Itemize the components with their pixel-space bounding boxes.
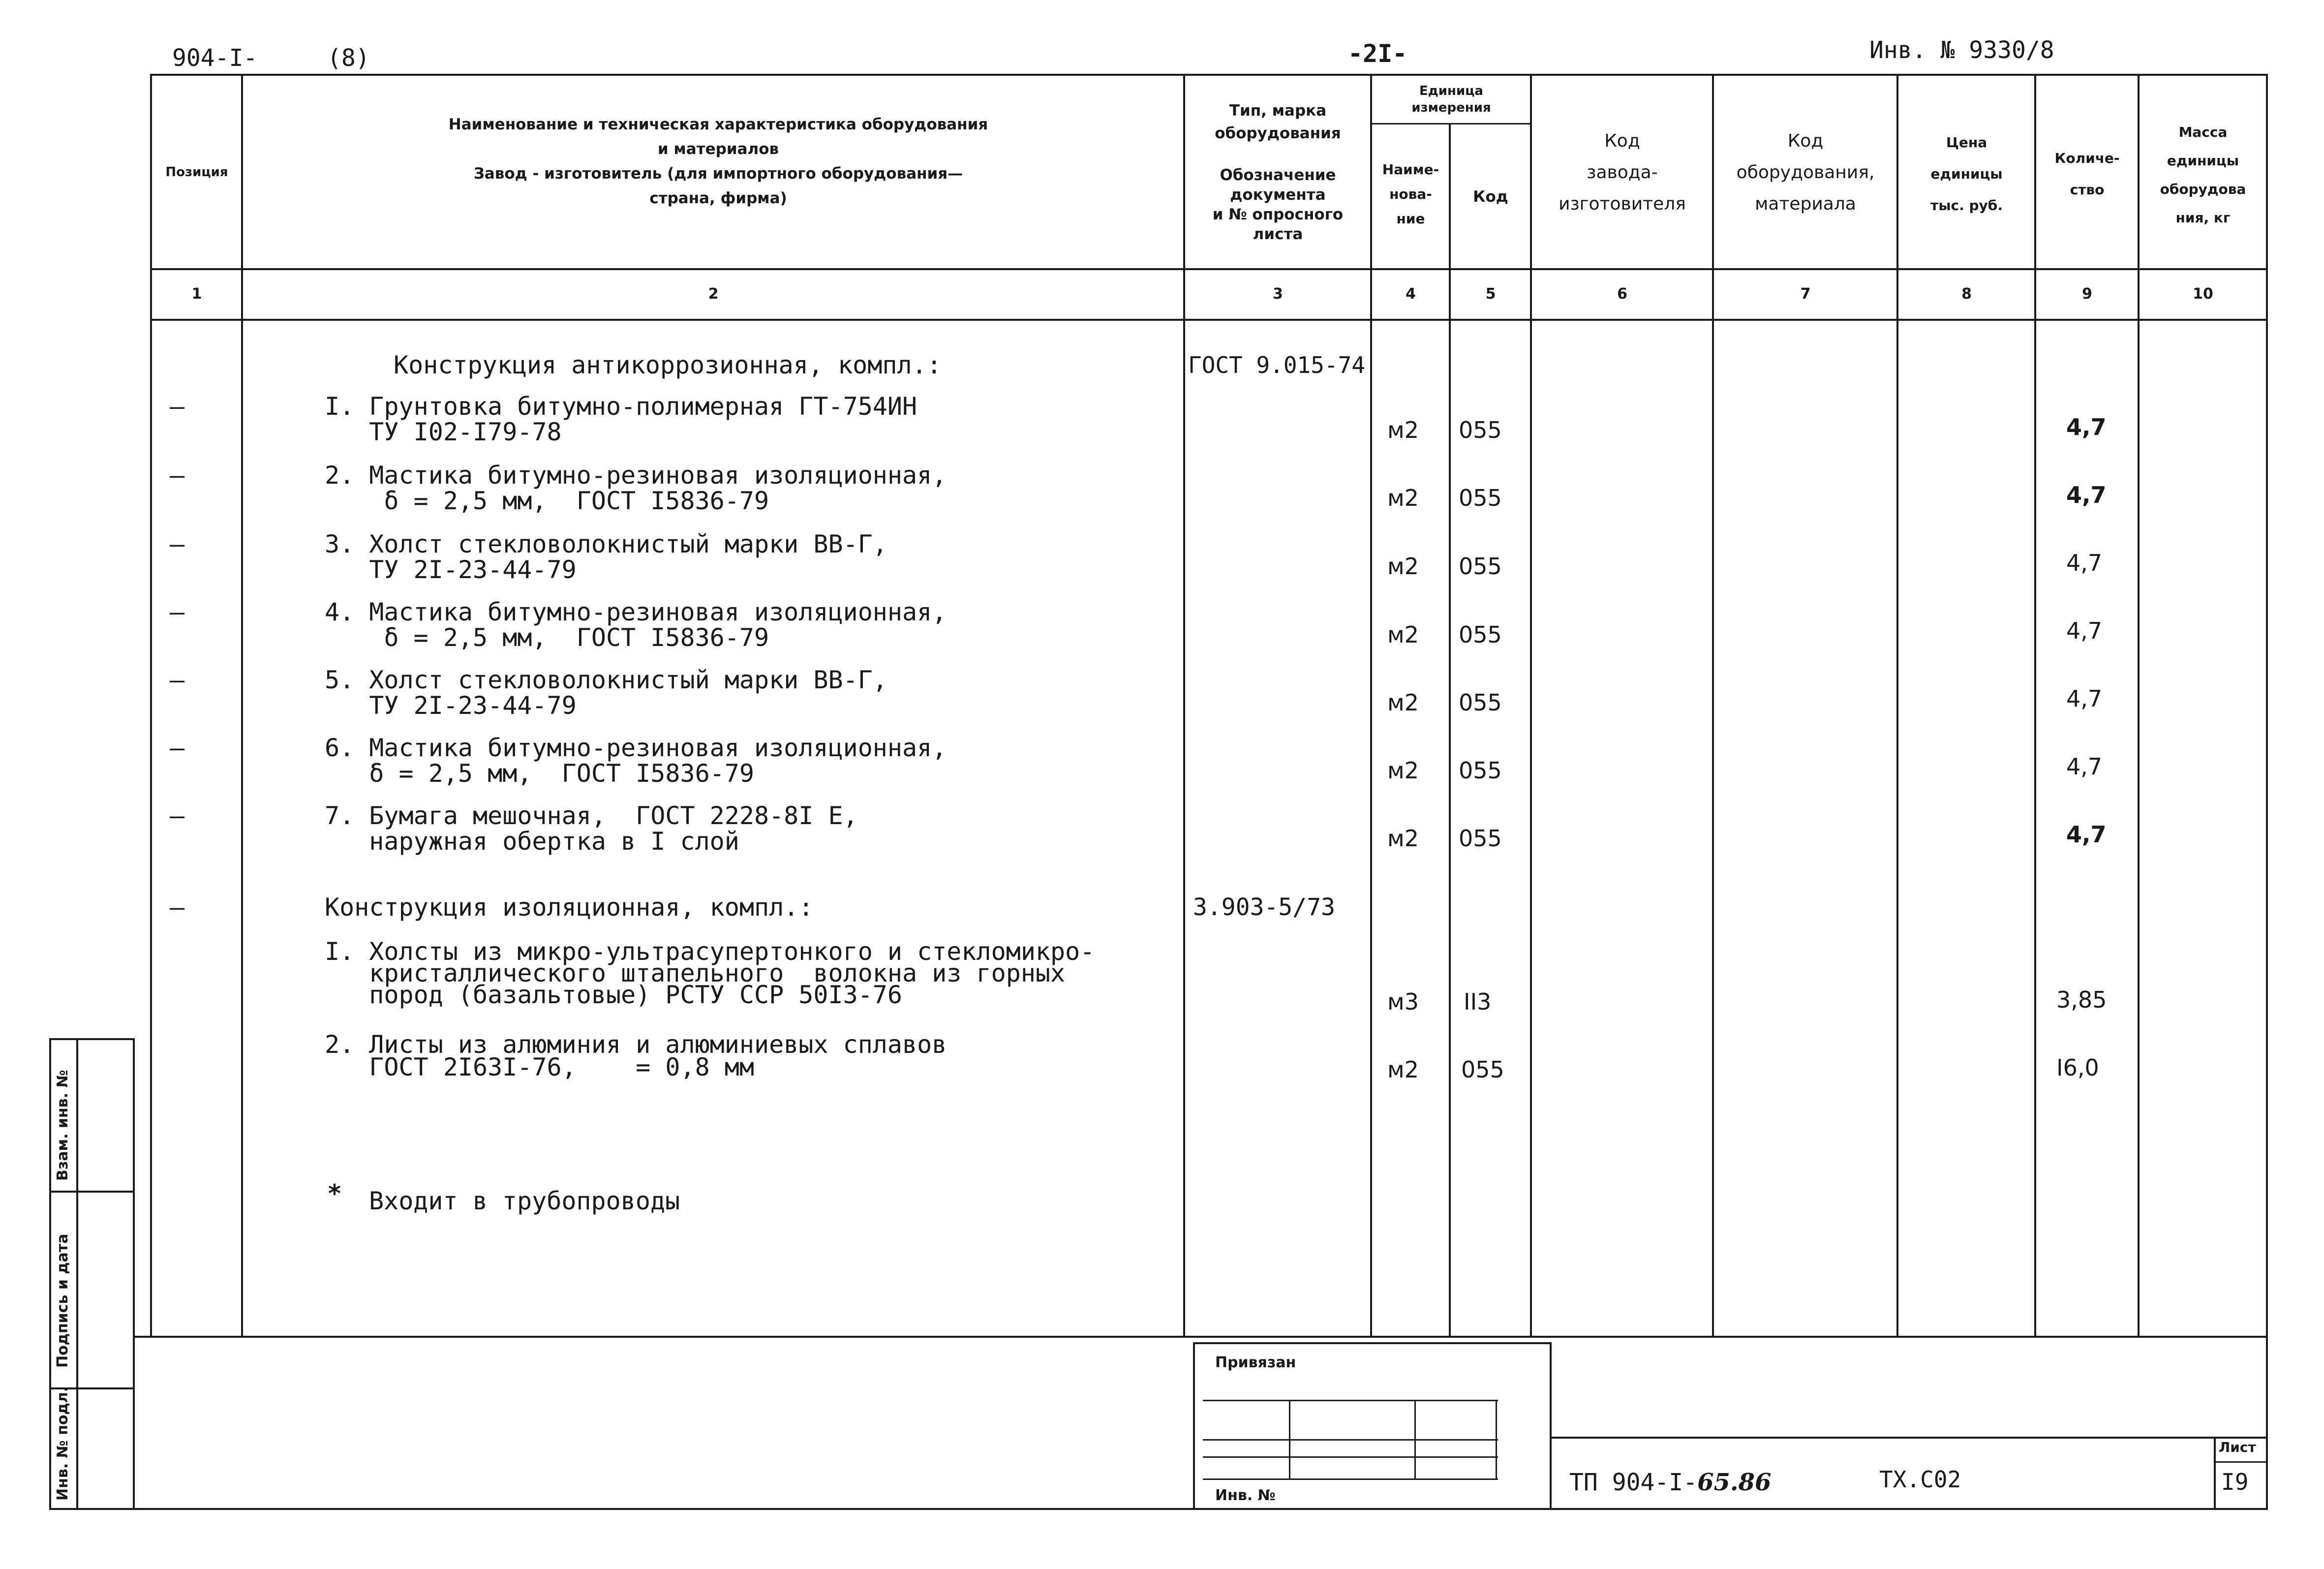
row-7-qty: 4,7 bbox=[2066, 821, 2107, 848]
row-1-unit: м2 bbox=[1387, 417, 1419, 443]
edition-mark: (8) bbox=[327, 44, 370, 72]
row-3-pos: – bbox=[170, 530, 185, 558]
row-0-name: Конструкция антикоррозионная, компл.: bbox=[394, 351, 942, 379]
row-5-unit: м2 bbox=[1387, 689, 1419, 716]
header-unit-name: Наиме- нова- ние bbox=[1382, 161, 1439, 227]
row-4-pos: – bbox=[170, 598, 185, 626]
stamp-doc-designation bbox=[1569, 1469, 1771, 1496]
doc-code: 904-I- bbox=[172, 44, 258, 72]
header-unit-group: Единица измерения bbox=[1411, 84, 1491, 115]
row-9-code: II3 bbox=[1464, 988, 1492, 1015]
stamp-grid-v3 bbox=[1496, 1400, 1497, 1478]
row-5-pos: – bbox=[170, 666, 185, 694]
stamp-right bbox=[1550, 1342, 1552, 1508]
row-4-unit: м2 bbox=[1387, 621, 1419, 648]
row-3-name: 3. Холст стекловолокнистый марки ВВ-Г, ТУ 2I-23-44-79 bbox=[325, 530, 887, 584]
body-bottom bbox=[133, 1336, 2268, 1338]
row-6-pos: – bbox=[170, 734, 185, 762]
row-1-name: I. Грунтовка битумно-полимерная ГТ-754ИН ТУ I02-I79-78 bbox=[325, 392, 917, 446]
row-2-name: 2. Мастика битумно-резиновая изоляционная, δ = 2,5 мм, ГОСТ I5836-79 bbox=[325, 461, 947, 515]
stamp-inv-no: Инв. № bbox=[1215, 1487, 1276, 1504]
row-2-code: 055 bbox=[1459, 485, 1502, 511]
stamp-grid-h1 bbox=[1203, 1400, 1498, 1401]
row-7-code: 055 bbox=[1459, 825, 1502, 852]
stamp-sheet-number: I9 bbox=[2221, 1469, 2249, 1495]
stamp-privyazan: Привязан bbox=[1215, 1354, 1296, 1371]
col-sep-5 bbox=[1530, 74, 1532, 1336]
stamp-grid-h2 bbox=[1203, 1439, 1498, 1441]
colnum-9: 9 bbox=[2082, 285, 2092, 303]
row-8-doc: 3.903-5/73 bbox=[1193, 893, 1335, 921]
row-1-code: 055 bbox=[1459, 417, 1502, 443]
colnum-1: 1 bbox=[191, 285, 202, 303]
header-unit-mass: Масса единицы оборудова ния, кг bbox=[2160, 124, 2246, 226]
stamp-grid-v1 bbox=[1289, 1400, 1290, 1478]
header-position: Позиция bbox=[165, 165, 228, 180]
row-0-doc: ГОСТ 9.015-74 bbox=[1188, 352, 1366, 378]
col-sep-6 bbox=[1712, 74, 1714, 1336]
side-strip-right bbox=[133, 1038, 135, 1508]
row-9-unit: м3 bbox=[1387, 988, 1419, 1015]
row-3-qty: 4,7 bbox=[2066, 550, 2103, 576]
side-label-inv-orig: Инв. № подл. bbox=[54, 1386, 71, 1501]
row-9-name: I. Холсты из микро-ультрасупертонкого и стекломикро- кристаллического штапельного волокна из горных пород (базальтовые) РСТУ ССР 50I3-76 bbox=[325, 937, 1095, 1009]
unit-group-divider bbox=[1370, 123, 1530, 124]
row-2-pos: – bbox=[170, 461, 185, 490]
row-6-code: 055 bbox=[1459, 757, 1502, 784]
row-7-pos: – bbox=[170, 801, 185, 830]
header-divider bbox=[150, 268, 2268, 270]
row-3-code: 055 bbox=[1459, 553, 1502, 580]
stamp-main-divider bbox=[1550, 1437, 2268, 1439]
colnum-5: 5 bbox=[1485, 285, 1496, 303]
stamp-grid-h4 bbox=[1203, 1478, 1498, 1480]
row-3-unit: м2 bbox=[1387, 553, 1419, 580]
row-10-qty: I6,0 bbox=[2056, 1054, 2099, 1081]
row-10-unit: м2 bbox=[1387, 1056, 1419, 1083]
colnum-2: 2 bbox=[708, 285, 719, 303]
stamp-left bbox=[1193, 1342, 1195, 1508]
row-10-name: 2. Листы из алюминия и алюминиевых сплавов ГОСТ 2I63I-76, = 0,8 мм bbox=[325, 1030, 947, 1081]
row-2-unit: м2 bbox=[1387, 485, 1419, 511]
footnote-text: Входит в трубопроводы bbox=[369, 1187, 680, 1215]
row-9-qty: 3,85 bbox=[2056, 986, 2107, 1013]
stamp-sheet-label: Лист bbox=[2219, 1439, 2256, 1455]
inventory-number: Инв. № 9330/8 bbox=[1869, 36, 2054, 64]
colnum-6: 6 bbox=[1617, 285, 1627, 303]
footnote-mark: * bbox=[327, 1179, 342, 1208]
side-strip-div1 bbox=[49, 1191, 133, 1193]
colnum-8: 8 bbox=[1961, 285, 1972, 303]
row-5-code: 055 bbox=[1459, 689, 1502, 716]
col-sep-9 bbox=[2138, 74, 2140, 1336]
stamp-sheet-divider bbox=[2214, 1461, 2266, 1463]
row-6-unit: м2 bbox=[1387, 757, 1419, 784]
header-equipment-code: Код оборудования, материала bbox=[1736, 131, 1875, 214]
header-doc: Обозначение документа и № опросного листа bbox=[1212, 166, 1344, 243]
col-sep-3 bbox=[1370, 74, 1372, 1336]
side-strip-mid bbox=[76, 1038, 78, 1508]
row-5-name: 5. Холст стекловолокнистый марки ВВ-Г, ТУ 2I-23-44-79 bbox=[325, 666, 887, 720]
header-unit-code: Код bbox=[1473, 188, 1508, 206]
row-7-name: 7. Бумага мешочная, ГОСТ 2228-8I Е, наружная обертка в I слой bbox=[325, 801, 858, 856]
colnum-3: 3 bbox=[1273, 285, 1283, 303]
header-quantity: Количе- ство bbox=[2054, 150, 2120, 198]
stamp-doc-type: ТХ.С02 bbox=[1879, 1466, 1961, 1493]
row-7-unit: м2 bbox=[1387, 825, 1419, 852]
header-unit-price: Цена единицы тыс. руб. bbox=[1930, 134, 2003, 214]
col-sep-1 bbox=[241, 74, 243, 1336]
page-number: -2I- bbox=[1348, 39, 1407, 68]
right-border bbox=[2266, 74, 2268, 1508]
top-border bbox=[150, 74, 2268, 76]
row-4-name: 4. Мастика битумно-резиновая изоляционная, δ = 2,5 мм, ГОСТ I5836-79 bbox=[325, 598, 947, 652]
side-label-signature: Подпись и дата bbox=[54, 1233, 71, 1368]
colnum-divider bbox=[150, 319, 2268, 321]
header-plant-code: Код завода- изготовителя bbox=[1559, 131, 1686, 214]
col-sep-7 bbox=[1896, 74, 1898, 1336]
row-6-qty: 4,7 bbox=[2066, 753, 2103, 780]
col-sep-2 bbox=[1183, 74, 1185, 1336]
stamp-doc-printed: ТП 904-I- bbox=[1569, 1469, 1698, 1496]
row-6-name: 6. Мастика битумно-резиновая изоляционная, δ = 2,5 мм, ГОСТ I5836-79 bbox=[325, 734, 947, 788]
row-5-qty: 4,7 bbox=[2066, 685, 2103, 712]
colnum-4: 4 bbox=[1406, 285, 1416, 303]
stamp-sheet-left bbox=[2214, 1437, 2216, 1508]
row-4-qty: 4,7 bbox=[2066, 617, 2103, 644]
col-sep-8 bbox=[2034, 74, 2036, 1336]
header-type: Тип, марка оборудования bbox=[1215, 102, 1341, 142]
page-bottom bbox=[49, 1508, 2268, 1510]
stamp-top bbox=[1193, 1342, 1550, 1344]
header-name: Наименование и техническая характеристика оборудования и материалов Завод - изготовитель (для импортного оборудования— страна, фирма) bbox=[448, 116, 988, 207]
row-8-name: Конструкция изоляционная, компл.: bbox=[325, 893, 814, 922]
side-strip-left bbox=[49, 1038, 51, 1508]
row-8-pos: – bbox=[170, 893, 185, 922]
left-border bbox=[150, 74, 152, 1336]
row-1-qty: 4,7 bbox=[2066, 414, 2107, 440]
side-label-replaced-inv: Взам. инв. № bbox=[54, 1070, 71, 1181]
colnum-7: 7 bbox=[1800, 285, 1811, 303]
row-4-code: 055 bbox=[1459, 621, 1502, 648]
side-strip-top bbox=[49, 1038, 133, 1040]
row-1-pos: – bbox=[170, 392, 185, 421]
col-sep-4 bbox=[1449, 123, 1451, 1336]
row-2-qty: 4,7 bbox=[2066, 482, 2107, 508]
row-10-code: 055 bbox=[1461, 1056, 1504, 1083]
stamp-grid-h3 bbox=[1203, 1456, 1498, 1458]
stamp-grid-v2 bbox=[1414, 1400, 1416, 1478]
colnum-10: 10 bbox=[2193, 285, 2213, 303]
stamp-doc-handwritten: 65.86 bbox=[1697, 1469, 1772, 1496]
